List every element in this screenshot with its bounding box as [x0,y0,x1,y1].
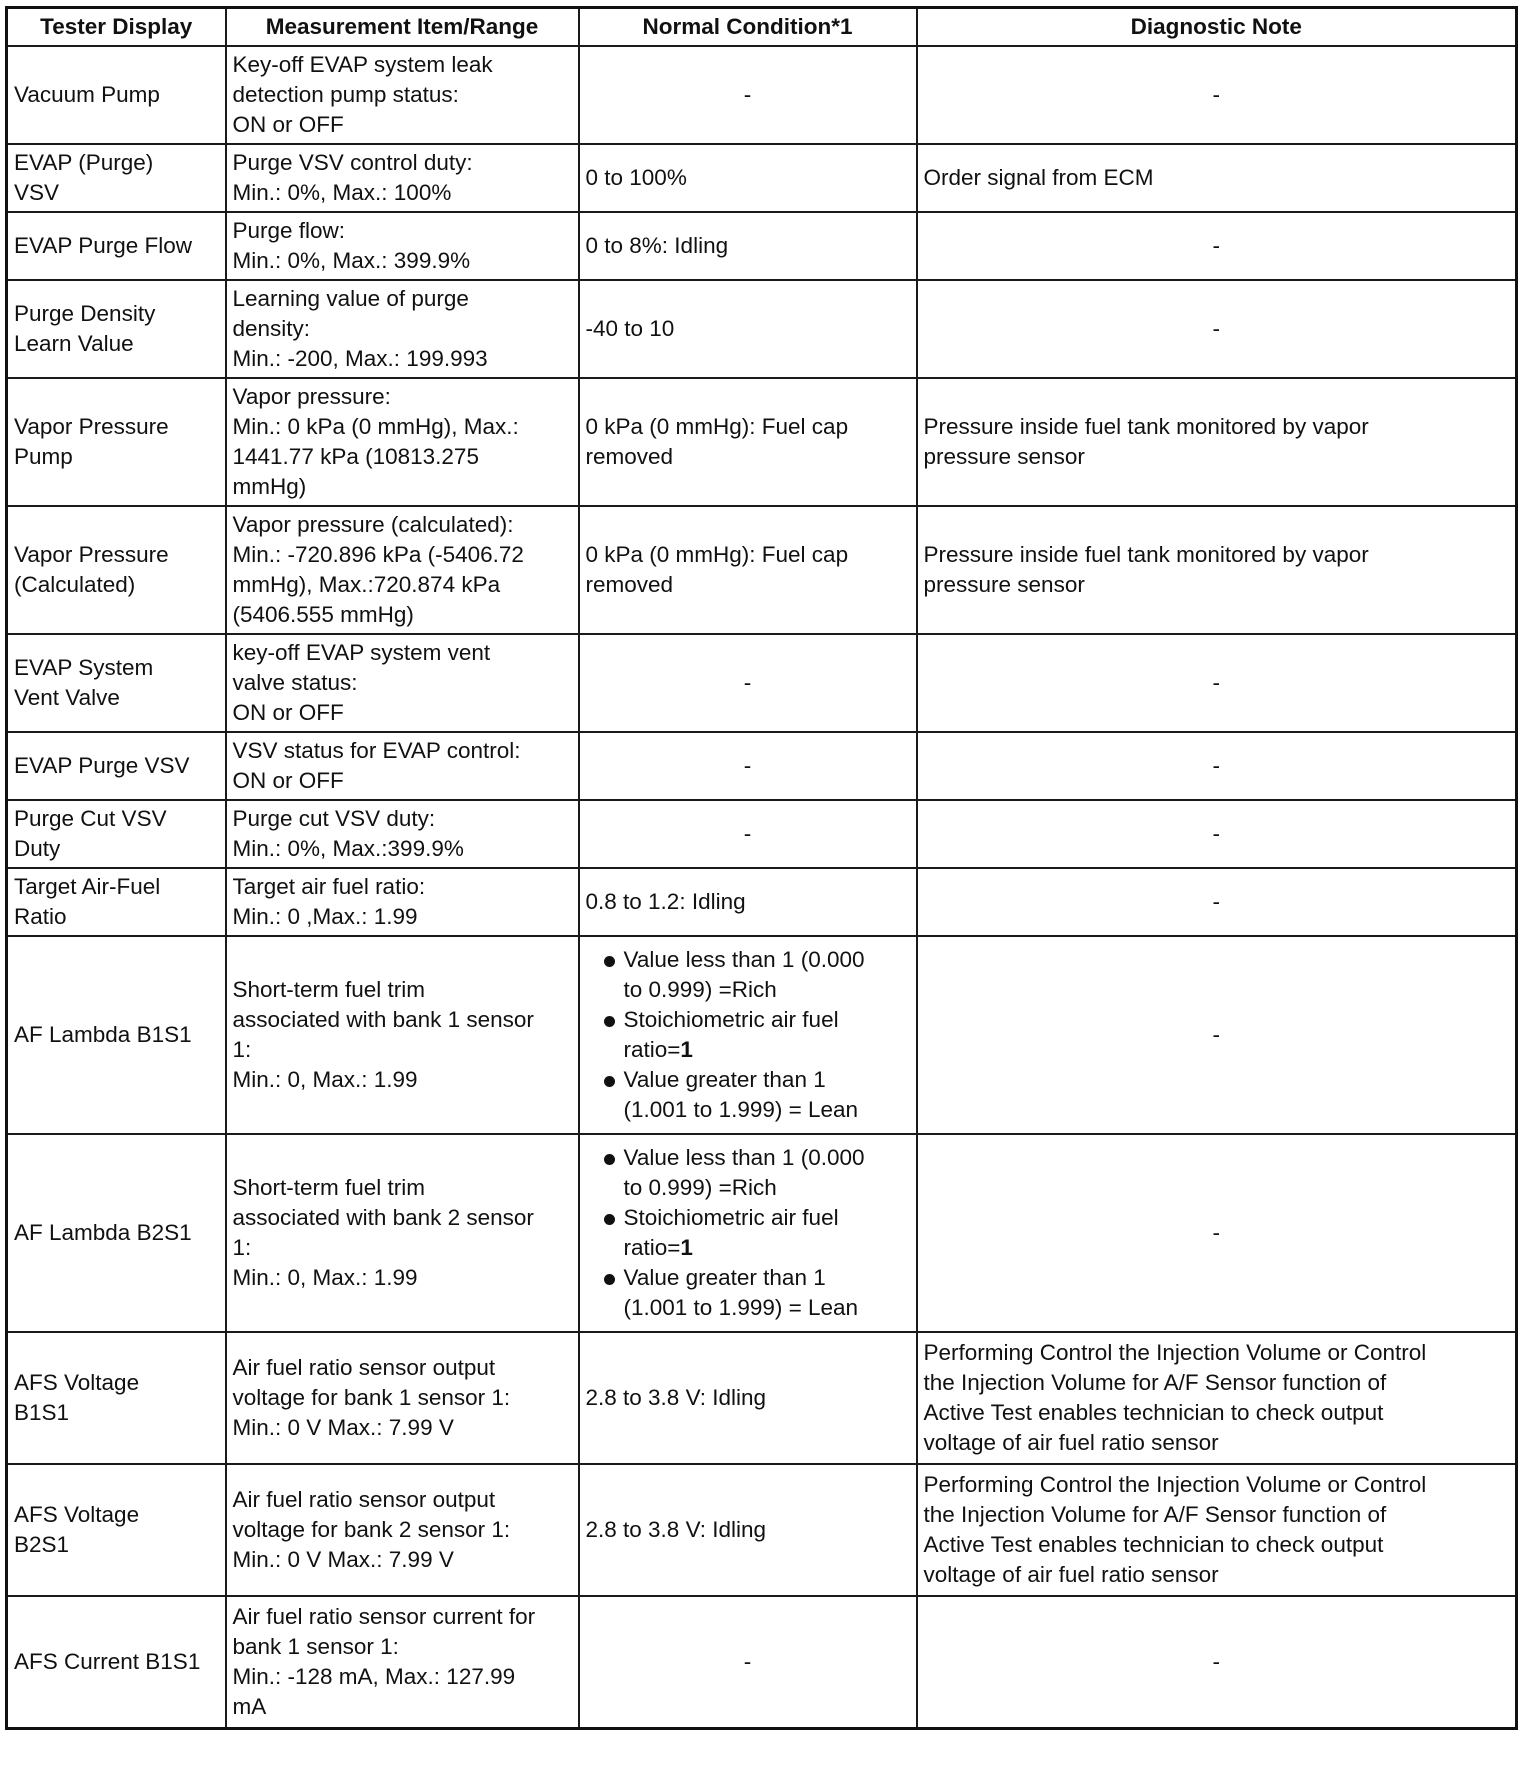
normal-condition-cell: 2.8 to 3.8 V: Idling [579,1464,917,1596]
table-row [7,936,1517,1134]
measurement-cell: Target air fuel ratio: Min.: 0 ,Max.: 1.99 [226,868,579,936]
normal-condition-cell: 2.8 to 3.8 V: Idling [579,1332,917,1464]
measurement-cell: Learning value of purge density: Min.: -200, Max.: 199.993 [226,280,579,378]
normal-condition-cell: 0 to 100% [579,144,917,212]
measurement-cell: Short-term fuel trim associated with bank 2 sensor 1: Min.: 0, Max.: 1.99 [226,1134,579,1332]
list-item: Value less than 1 (0.000 to 0.999) =Rich [586,1143,910,1203]
header-measurement-item: Measurement Item/Range [226,8,579,47]
tester-display-cell: EVAP (Purge) VSV [7,144,226,212]
measurement-cell: Vapor pressure: Min.: 0 kPa (0 mmHg), Max.: 1441.77 kPa (10813.275 mmHg) [226,378,579,506]
measurement-cell: Air fuel ratio sensor output voltage for bank 1 sensor 1: Min.: 0 V Max.: 7.99 V [226,1332,579,1464]
diagnostic-note-cell: - [917,868,1517,936]
table-row [7,144,1517,212]
data-list-table [5,6,1518,1730]
normal-condition-cell: - [579,634,917,732]
normal-condition-cell: 0 kPa (0 mmHg): Fuel cap removed [579,506,917,634]
table-row [7,378,1517,506]
diagnostic-note-cell: - [917,634,1517,732]
diagnostic-note-cell: Performing Control the Injection Volume or Control the Injection Volume for A/F Sensor function of Active Test enables technician to check output voltage of air fuel ratio sensor [917,1332,1517,1464]
table-row [7,800,1517,868]
normal-condition-cell: -40 to 10 [579,280,917,378]
list-item: Stoichiometric air fuel ratio=1 [586,1005,910,1065]
tester-display-cell: Target Air-Fuel Ratio [7,868,226,936]
normal-condition-cell: - [579,800,917,868]
header-tester-display: Tester Display [7,8,226,47]
table-row [7,634,1517,732]
tester-display-cell: EVAP Purge Flow [7,212,226,280]
table-row [7,868,1517,936]
table-row [7,1464,1517,1596]
normal-condition-cell: 0 kPa (0 mmHg): Fuel cap removed [579,378,917,506]
measurement-cell: Air fuel ratio sensor current for bank 1 sensor 1: Min.: -128 mA, Max.: 127.99 mA [226,1596,579,1728]
measurement-cell: Vapor pressure (calculated): Min.: -720.896 kPa (-5406.72 mmHg), Max.:720.874 kPa (5406.555 mmHg) [226,506,579,634]
diagnostic-note-cell: - [917,936,1517,1134]
normal-condition-list [586,1143,910,1323]
normal-condition-cell: - [579,732,917,800]
normal-condition-cell: 0 to 8%: Idling [579,212,917,280]
tester-display-cell: AFS Voltage B2S1 [7,1464,226,1596]
tester-display-cell: AFS Voltage B1S1 [7,1332,226,1464]
diagnostic-note-cell: Performing Control the Injection Volume or Control the Injection Volume for A/F Sensor function of Active Test enables technician to check output voltage of air fuel ratio sensor [917,1464,1517,1596]
header-normal-condition: Normal Condition*1 [579,8,917,47]
diagnostic-note-cell: Pressure inside fuel tank monitored by vapor pressure sensor [917,378,1517,506]
table-row [7,46,1517,144]
normal-condition-cell: - [579,1596,917,1728]
list-item: Stoichiometric air fuel ratio=1 [586,1203,910,1263]
measurement-cell: Air fuel ratio sensor output voltage for bank 2 sensor 1: Min.: 0 V Max.: 7.99 V [226,1464,579,1596]
diagnostic-note-cell: - [917,212,1517,280]
table-row [7,506,1517,634]
list-item: Value less than 1 (0.000 to 0.999) =Rich [586,945,910,1005]
normal-condition-list [586,945,910,1125]
measurement-cell: Purge flow: Min.: 0%, Max.: 399.9% [226,212,579,280]
diagnostic-note-cell: - [917,46,1517,144]
normal-condition-cell: 0.8 to 1.2: Idling [579,868,917,936]
table-row [7,280,1517,378]
table-row [7,1134,1517,1332]
header-row [7,8,1517,47]
table-row [7,1332,1517,1464]
list-item: Value greater than 1 (1.001 to 1.999) = Lean [586,1263,910,1323]
table-row [7,1596,1517,1728]
diagnostic-note-cell: - [917,1134,1517,1332]
table-row [7,212,1517,280]
tester-display-cell: AFS Current B1S1 [7,1596,226,1728]
table-body [7,46,1517,1728]
measurement-cell: VSV status for EVAP control: ON or OFF [226,732,579,800]
tester-display-cell: Purge Density Learn Value [7,280,226,378]
normal-condition-cell: - [579,46,917,144]
table-row [7,732,1517,800]
measurement-cell: Short-term fuel trim associated with bank 1 sensor 1: Min.: 0, Max.: 1.99 [226,936,579,1134]
measurement-cell: key-off EVAP system vent valve status: ON or OFF [226,634,579,732]
tester-display-cell: Vapor Pressure Pump [7,378,226,506]
tester-display-cell: AF Lambda B1S1 [7,936,226,1134]
diagnostic-note-cell: - [917,732,1517,800]
data-list-page [5,6,1515,1730]
diagnostic-note-cell: - [917,280,1517,378]
diagnostic-note-cell: - [917,1596,1517,1728]
table-header [7,8,1517,47]
diagnostic-note-cell: Pressure inside fuel tank monitored by vapor pressure sensor [917,506,1517,634]
tester-display-cell: EVAP Purge VSV [7,732,226,800]
normal-condition-cell [579,936,917,1134]
normal-condition-cell [579,1134,917,1332]
measurement-cell: Purge cut VSV duty: Min.: 0%, Max.:399.9% [226,800,579,868]
tester-display-cell: Purge Cut VSV Duty [7,800,226,868]
tester-display-cell: Vacuum Pump [7,46,226,144]
diagnostic-note-cell: - [917,800,1517,868]
measurement-cell: Purge VSV control duty: Min.: 0%, Max.: 100% [226,144,579,212]
tester-display-cell: Vapor Pressure (Calculated) [7,506,226,634]
tester-display-cell: EVAP System Vent Valve [7,634,226,732]
header-diagnostic-note: Diagnostic Note [917,8,1517,47]
list-item: Value greater than 1 (1.001 to 1.999) = Lean [586,1065,910,1125]
measurement-cell: Key-off EVAP system leak detection pump status: ON or OFF [226,46,579,144]
tester-display-cell: AF Lambda B2S1 [7,1134,226,1332]
diagnostic-note-cell: Order signal from ECM [917,144,1517,212]
